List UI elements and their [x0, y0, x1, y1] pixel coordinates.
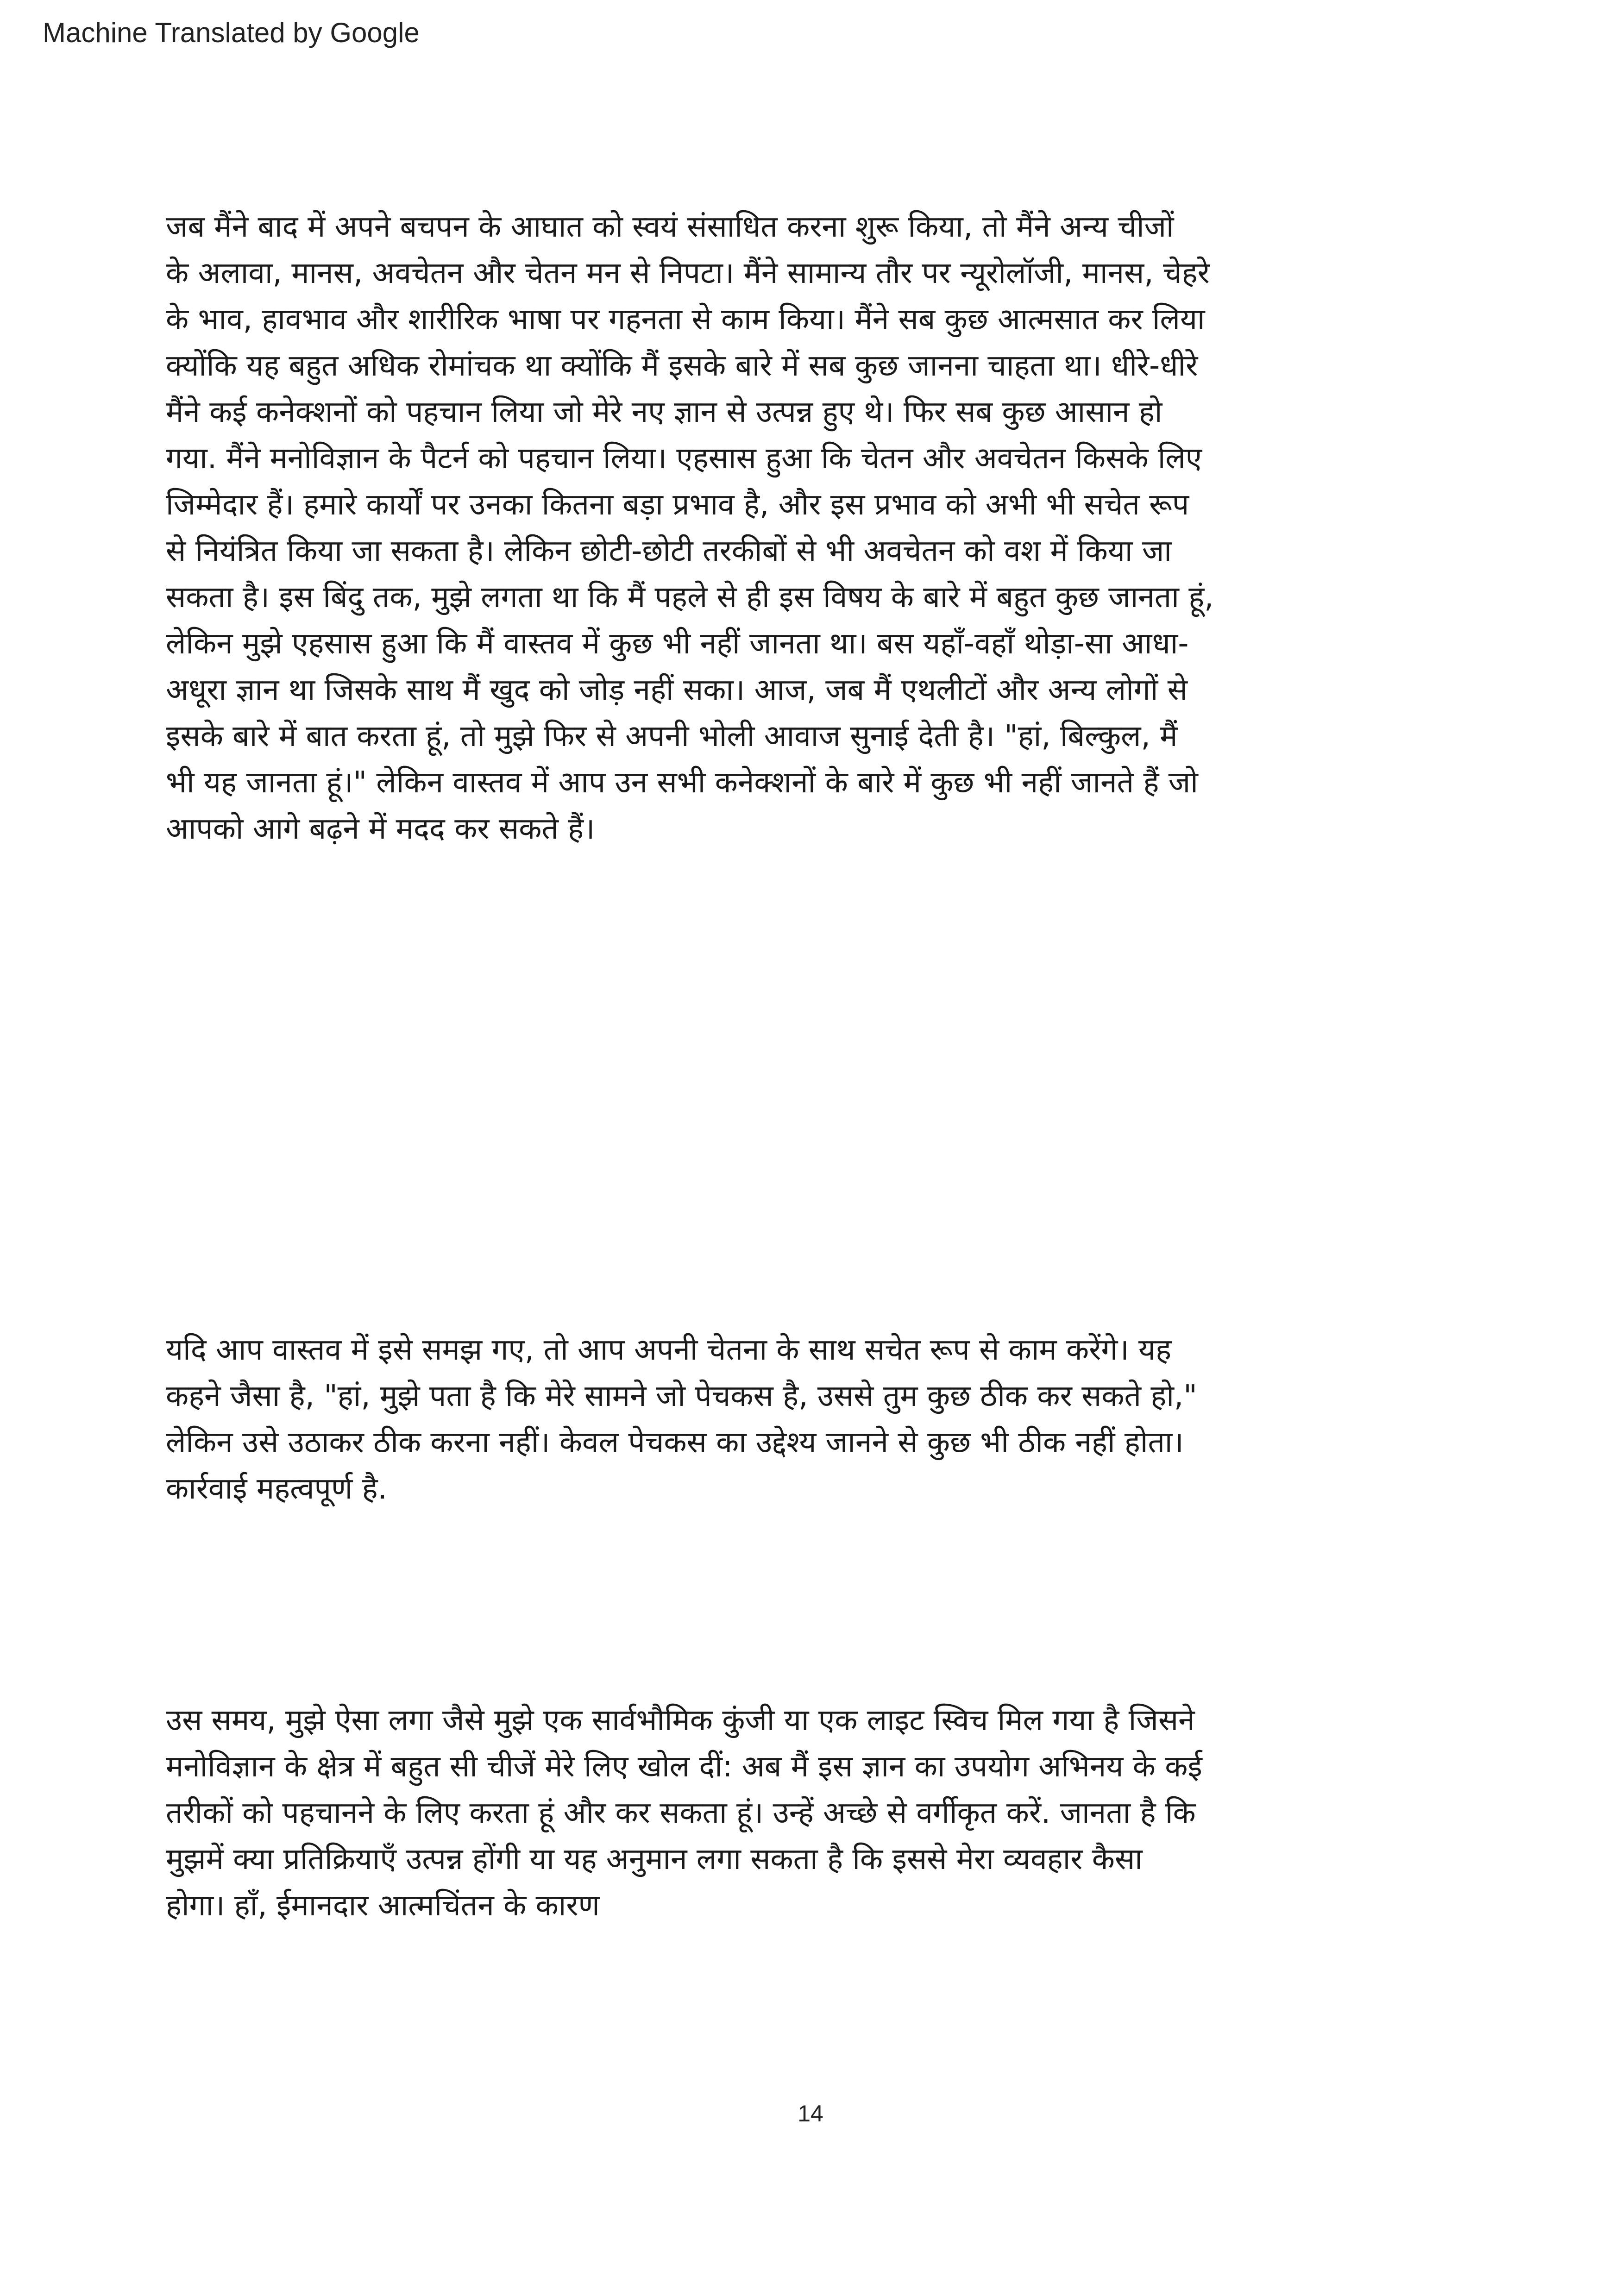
- paragraph-line: आपको आगे बढ़ने में मदद कर सकते हैं।: [166, 812, 595, 846]
- paragraph-line: गया. मैंने मनोविज्ञान के पैटर्न को पहचान लिया। एहसास हुआ कि चेतन और अवचेतन किसके लिए: [166, 441, 1202, 476]
- translation-attribution: Machine Translated by Google: [43, 17, 420, 48]
- paragraph-line: होगा। हाँ, ईमानदार आत्मचिंतन के कारण: [166, 1888, 600, 1923]
- paragraph-2: [166, 1327, 1458, 1512]
- paragraph-line: के भाव, हावभाव और शारीरिक भाषा पर गहनता से काम किया। मैंने सब कुछ आत्मसात कर लिया: [166, 302, 1205, 337]
- paragraph-line: जिम्मेदार हैं। हमारे कार्यों पर उनका कितना बड़ा प्रभाव है, और इस प्रभाव को अभी भी सचेत रूप: [166, 488, 1189, 522]
- paragraph-line: लेकिन उसे उठाकर ठीक करना नहीं। केवल पेचकस का उद्देश्य जानने से कुछ भी ठीक नहीं होता।: [166, 1425, 1184, 1460]
- paragraph-line: उस समय, मुझे ऐसा लगा जैसे मुझे एक सार्वभौमिक कुंजी या एक लाइट स्विच मिल गया है जिसने: [166, 1703, 1195, 1738]
- paragraph-1: [166, 204, 1458, 852]
- paragraph-line: कार्रवाई महत्वपूर्ण है.: [166, 1472, 387, 1506]
- paragraph-line: से नियंत्रित किया जा सकता है। लेकिन छोटी-छोटी तरकीबों से भी अवचेतन को वश में किया जा: [166, 534, 1172, 568]
- paragraph-line: क्योंकि यह बहुत अधिक रोमांचक था क्योंकि मैं इसके बारे में सब कुछ जानना चाहता था। धीरे-धीरे: [166, 349, 1198, 383]
- paragraph-line: अधूरा ज्ञान था जिसके साथ मैं खुद को जोड़ नहीं सका। आज, जब मैं एथलीटों और अन्य लोगों से: [166, 673, 1187, 707]
- paragraph-line: कहने जैसा है, "हां, मुझे पता है कि मेरे सामने जो पेचकस है, उससे तुम कुछ ठीक कर सकते हो,": [166, 1379, 1197, 1413]
- page-number: 14: [798, 2101, 823, 2127]
- paragraph-line: यदि आप वास्तव में इसे समझ गए, तो आप अपनी चेतना के साथ सचेत रूप से काम करेंगे। यह: [166, 1333, 1172, 1367]
- paragraph-line: भी यह जानता हूं।" लेकिन वास्तव में आप उन सभी कनेक्शनों के बारे में कुछ भी नहीं जानते हैं जो: [166, 765, 1198, 800]
- paragraph-line: मुझमें क्या प्रतिक्रियाएँ उत्पन्न होंगी या यह अनुमान लगा सकता है कि इससे मेरा व्यवहार कैसा: [166, 1842, 1143, 1876]
- paragraph-line: के अलावा, मानस, अवचेतन और चेतन मन से निपटा। मैंने सामान्य तौर पर न्यूरोलॉजी, मानस, चेहरे: [166, 256, 1210, 290]
- paragraph-line: इसके बारे में बात करता हूं, तो मुझे फिर से अपनी भोली आवाज सुनाई देती है। "हां, बिल्कुल, मैं: [166, 719, 1178, 753]
- paragraph-3: [166, 1697, 1458, 1929]
- paragraph-line: तरीकों को पहचानने के लिए करता हूं और कर सकता हूं। उन्हें अच्छे से वर्गीकृत करें. जानता है कि: [166, 1796, 1196, 1830]
- paragraph-line: मनोविज्ञान के क्षेत्र में बहुत सी चीजें मेरे लिए खोल दीं: अब मैं इस ज्ञान का उपयोग अभिनय के कई: [166, 1750, 1202, 1784]
- paragraph-line: जब मैंने बाद में अपने बचपन के आघात को स्वयं संसाधित करना शुरू किया, तो मैंने अन्य चीजों: [166, 210, 1174, 244]
- paragraph-line: लेकिन मुझे एहसास हुआ कि मैं वास्तव में कुछ भी नहीं जानता था। बस यहाँ-वहाँ थोड़ा-सा आधा-: [166, 627, 1189, 661]
- paragraph-line: सकता है। इस बिंदु तक, मुझे लगता था कि मैं पहले से ही इस विषय के बारे में बहुत कुछ जानता हूं,: [166, 580, 1214, 615]
- paragraph-line: मैंने कई कनेक्शनों को पहचान लिया जो मेरे नए ज्ञान से उत्पन्न हुए थे। फिर सब कुछ आसान हो: [166, 395, 1162, 429]
